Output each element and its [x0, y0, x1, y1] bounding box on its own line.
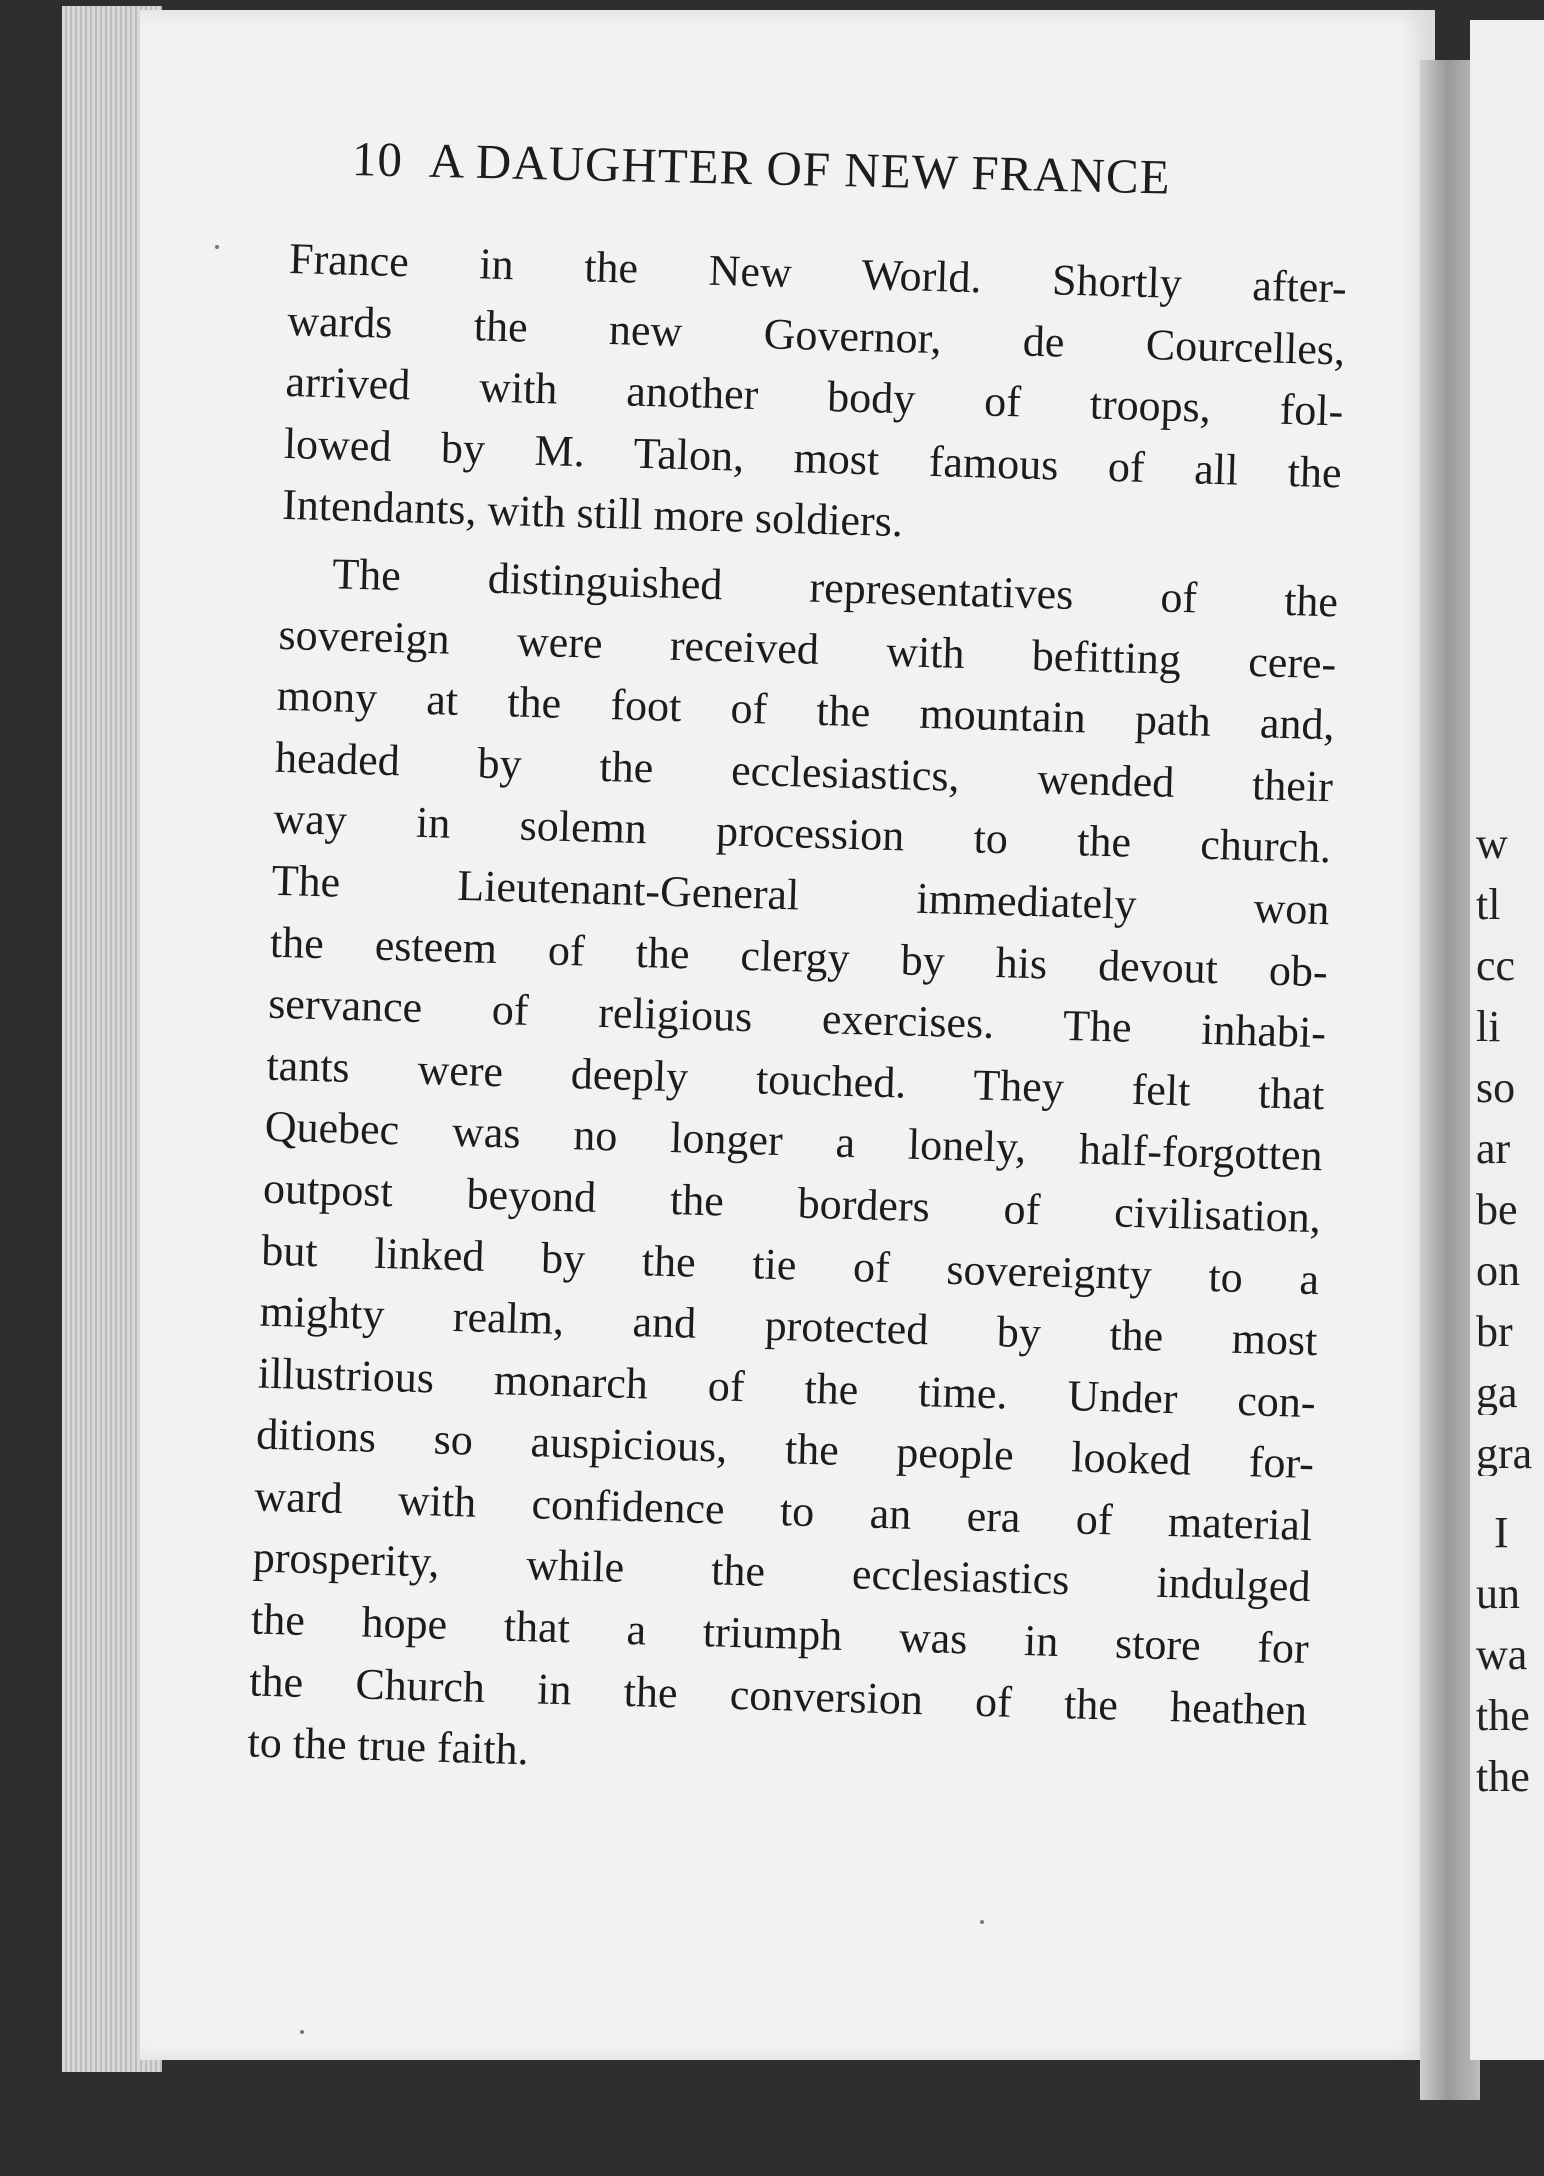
paper-speck [300, 2030, 304, 2034]
facing-page-line: ga [1476, 1371, 1518, 1415]
text-line: illustrious monarch of the time. Under con- [257, 1348, 1317, 1427]
facing-page-line: cc [1476, 944, 1516, 988]
text-line: France in the New World. Shortly after- [288, 233, 1348, 313]
text-line: way in solemn procession to the church. [272, 794, 1332, 873]
paper-speck [980, 1920, 984, 1924]
text-line: mighty realm, and protected by the most [259, 1286, 1319, 1366]
facing-page-line: br [1476, 1310, 1513, 1354]
text-line: outpost beyond the borders of civilisation, [262, 1163, 1322, 1243]
text-line: mony at the foot of the mountain path and, [276, 670, 1336, 750]
text-line: tants were deeply touched. They felt that [265, 1040, 1325, 1119]
text-line: Intendants, with still more soldiers. [281, 480, 904, 547]
text-line: ward with confidence to an era of material [253, 1471, 1313, 1550]
facing-page-line: wa [1476, 1633, 1528, 1677]
facing-page-line: li [1476, 1005, 1501, 1049]
facing-page-line: I [1494, 1511, 1509, 1555]
text-line: prosperity, while the ecclesiastics indulged [252, 1532, 1312, 1612]
text-line: ditions so auspicious, the people looked for- [255, 1409, 1315, 1489]
running-title: A DAUGHTER OF NEW FRANCE [428, 132, 1172, 205]
paper-speck [215, 245, 219, 249]
facing-page-line: w [1476, 822, 1508, 866]
text-line: the Church in the conversion of the heathen [248, 1656, 1308, 1735]
facing-page-line: the [1476, 1694, 1530, 1738]
text-line: sovereign were received with befitting cere- [277, 609, 1337, 688]
facing-page-line: on [1476, 1249, 1520, 1293]
text-line: lowed by M. Talon, most famous of all the [283, 418, 1343, 498]
text-line: The distinguished representatives of the [331, 549, 1339, 627]
page-body-text [247, 228, 1348, 1803]
page-number: 10 [351, 131, 404, 188]
text-line: the hope that a triumph was in store for [250, 1594, 1310, 1674]
text-line: to the true faith. [247, 1717, 530, 1775]
facing-page-line: the [1476, 1755, 1530, 1799]
text-line: but linked by the tie of sovereignty to a [260, 1225, 1320, 1304]
facing-page-line: ar [1476, 1127, 1511, 1171]
facing-page-line: gra [1476, 1432, 1533, 1476]
text-line: the esteem of the clergy by his devout ob- [269, 917, 1329, 996]
facing-page-line: un [1476, 1572, 1520, 1616]
facing-page-line: be [1476, 1188, 1518, 1232]
facing-page-line: so [1476, 1066, 1516, 1110]
text-line: wards the new Governor, de Courcelles, [286, 295, 1346, 375]
text-line: servance of religious exercises. The inhabi- [267, 978, 1327, 1058]
facing-page-line: tl [1476, 883, 1501, 927]
text-line: headed by the ecclesiastics, wended their [274, 732, 1334, 812]
text-line: arrived with another body of troops, fol- [285, 357, 1344, 436]
text-line: Quebec was no longer a lonely, half-forgotten [264, 1101, 1324, 1181]
text-line: The Lieutenant-General immediately won [271, 855, 1331, 935]
